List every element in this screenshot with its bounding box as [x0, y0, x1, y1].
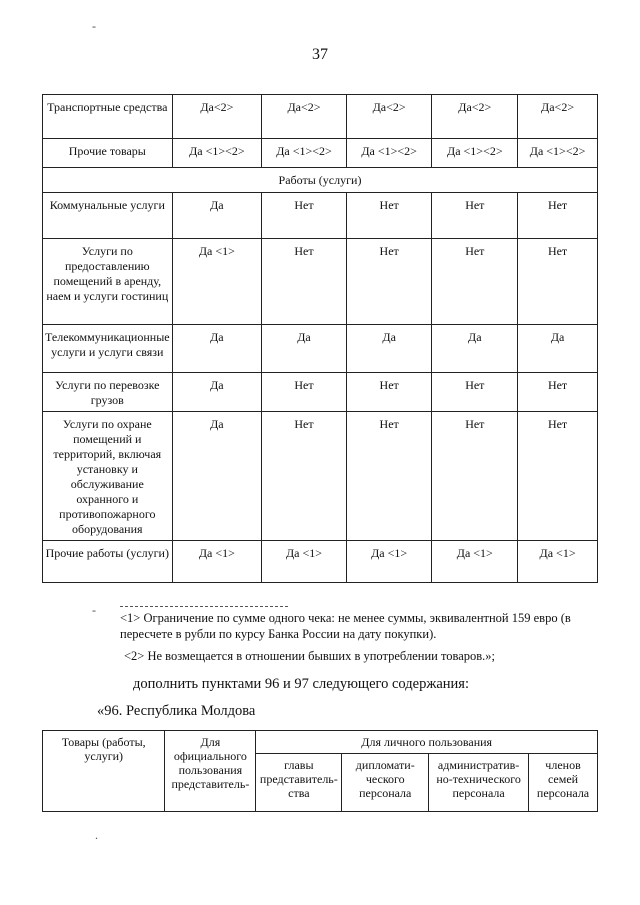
footnote-2: <2> Не возмещается в отношении бывших в употреблении товаров.»;: [124, 649, 496, 663]
table-cell: Нет: [432, 373, 518, 412]
subhead-technical-staff: административ-но-технического персонала: [429, 754, 529, 812]
table-cell: Нет: [262, 193, 347, 239]
table-cell: Да <1><2>: [518, 139, 598, 168]
table-cell: Да <1><2>: [346, 139, 432, 168]
table-cell: Нет: [518, 373, 598, 412]
table-cell: Да: [518, 325, 598, 373]
table-cell: Нет: [346, 193, 432, 239]
row-label: Услуги по охране помещений и территорий, включая установку и обслуживание охранного и противопожарного оборудования: [43, 412, 173, 541]
section-row: [43, 168, 598, 193]
row-label: Телекоммуникационные услуги и услуги связи: [43, 325, 173, 373]
table-cell: Нет: [262, 239, 347, 325]
table-cell: Нет: [432, 412, 518, 541]
table-cell: Да: [172, 193, 262, 239]
table-cell: Нет: [346, 412, 432, 541]
table-cell: Нет: [518, 239, 598, 325]
table-cell: Нет: [346, 373, 432, 412]
footnote-1: <1> Ограничение по сумме одного чека: не менее суммы, эквивалентной 159 евро (в пересчете в рубли по курсу Банка России на дату покупки).: [120, 611, 571, 641]
footnotes: [120, 606, 606, 664]
subhead-head-of-mission: главы представитель-ства: [256, 754, 342, 812]
row-label: Услуги по перевозке грузов: [43, 373, 173, 412]
row-label: Коммунальные услуги: [43, 193, 173, 239]
table-cell: Да <1><2>: [172, 139, 262, 168]
table-row: [43, 193, 598, 239]
col-goods-header: Товары (работы, услуги): [43, 731, 165, 812]
table-cell: Да: [346, 325, 432, 373]
table-cell: Да <1>: [172, 541, 262, 583]
table-cell: Да<2>: [432, 95, 518, 139]
footnote-separator: [120, 606, 288, 607]
subhead-family-members: членов семей персонала: [529, 754, 598, 812]
table-cell: Да <1>: [432, 541, 518, 583]
col-official-header: Для официального пользования представитель-: [165, 731, 256, 812]
table-cell: Да <1>: [346, 541, 432, 583]
table-cell: Да <1>: [518, 541, 598, 583]
table-cell: Нет: [518, 193, 598, 239]
table-row: [43, 412, 598, 541]
table-row: [43, 95, 598, 139]
page-number: 37: [312, 46, 328, 63]
table-cell: Да <1>: [262, 541, 347, 583]
table-cell: Да <1>: [172, 239, 262, 325]
table-cell: Да <1><2>: [262, 139, 347, 168]
subhead-diplomatic-staff: дипломати-ческого персонала: [342, 754, 429, 812]
table-cell: Да: [262, 325, 347, 373]
table-cell: Да<2>: [518, 95, 598, 139]
table-cell: Да<2>: [262, 95, 347, 139]
table-row: [43, 139, 598, 168]
table-cell: Нет: [346, 239, 432, 325]
col-personal-header: Для личного пользования: [256, 731, 598, 754]
table-row: [43, 239, 598, 325]
table-cell: Да<2>: [346, 95, 432, 139]
table-cell: Да<2>: [172, 95, 262, 139]
moldova-table: [42, 730, 598, 812]
table-row: [43, 325, 598, 373]
table-cell: Да <1><2>: [432, 139, 518, 168]
country-heading: «96. Республика Молдова: [97, 703, 256, 719]
table-cell: Нет: [518, 412, 598, 541]
table-cell: Да: [172, 373, 262, 412]
table-cell: Да: [432, 325, 518, 373]
table-cell: Нет: [432, 193, 518, 239]
row-label: Прочие работы (услуги): [43, 541, 173, 583]
table-cell: Да: [172, 412, 262, 541]
amendment-text: дополнить пунктами 96 и 97 следующего содержания:: [133, 676, 469, 692]
row-label: Прочие товары: [43, 139, 173, 168]
row-label: Услуги по предоставлению помещений в аренду, наем и услуги гостиниц: [43, 239, 173, 325]
table-cell: Да: [172, 325, 262, 373]
tax-refund-table: [42, 94, 598, 583]
table-cell: Нет: [432, 239, 518, 325]
table-cell: Нет: [262, 412, 347, 541]
table-row: [43, 373, 598, 412]
table-cell: Нет: [262, 373, 347, 412]
table-row: [43, 541, 598, 583]
row-label: Транспортные средства: [43, 95, 173, 139]
section-header: Работы (услуги): [43, 168, 598, 193]
